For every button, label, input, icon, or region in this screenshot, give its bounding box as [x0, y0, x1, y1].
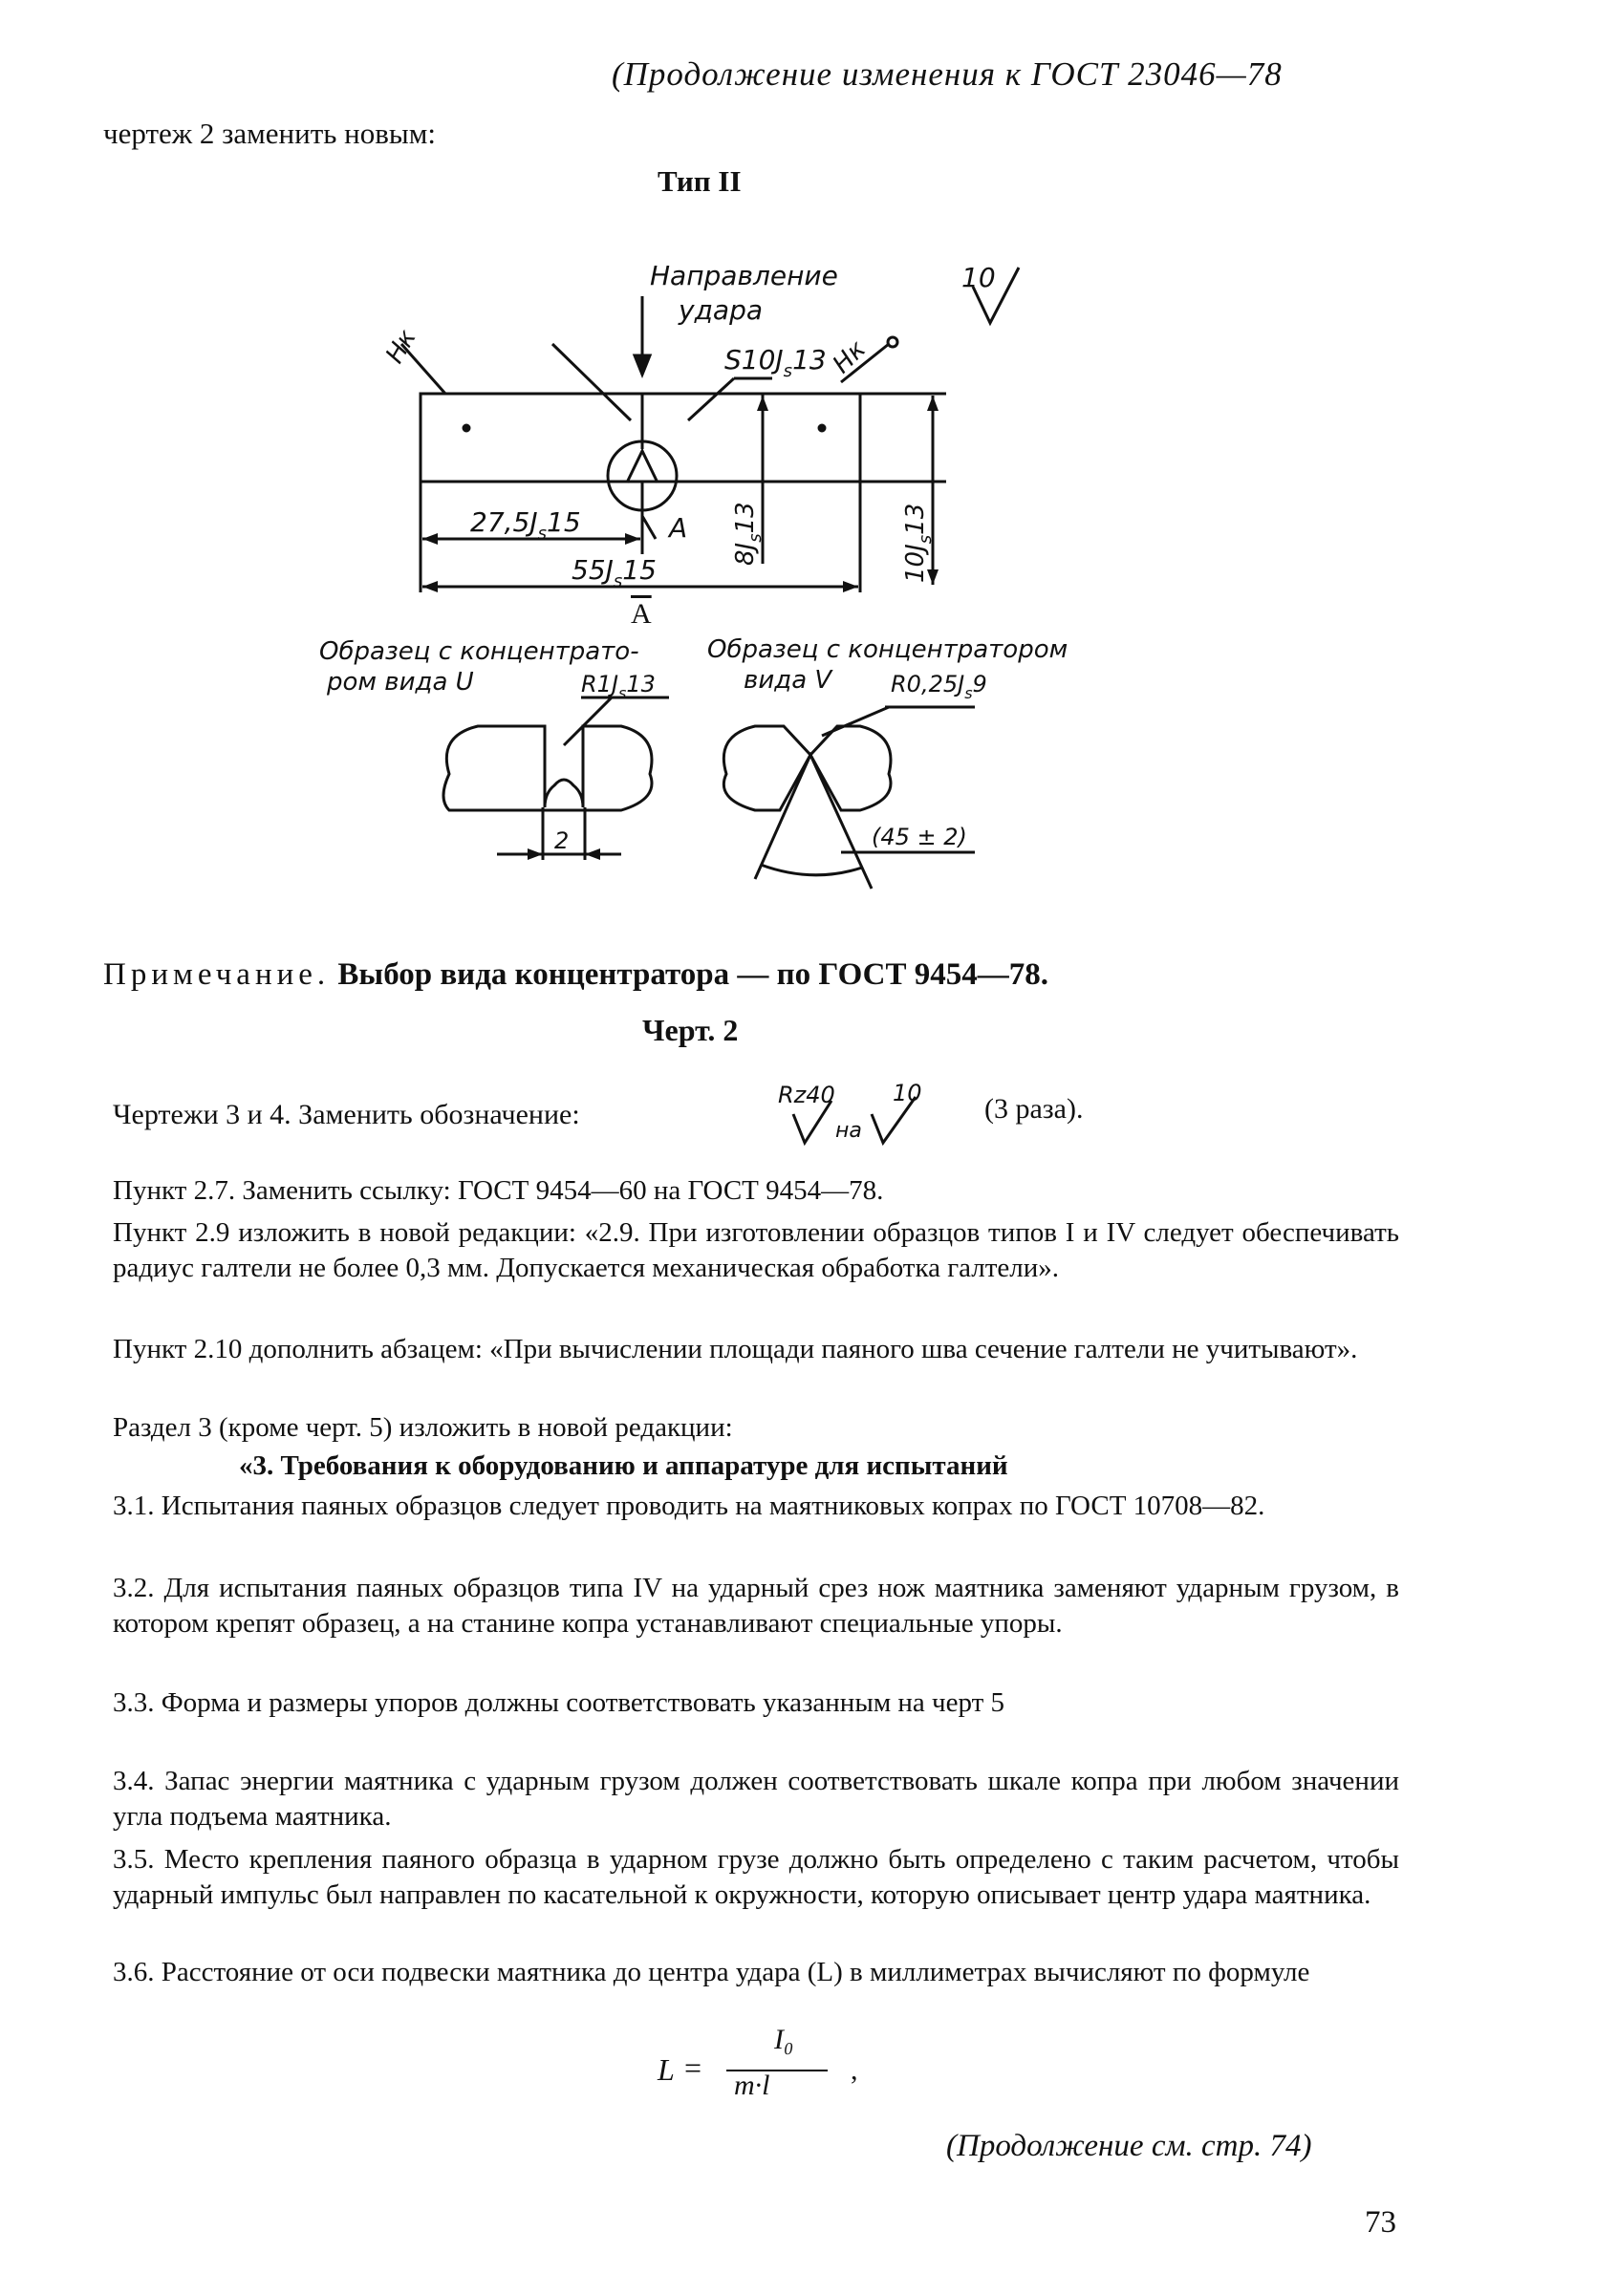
arrow-u-right: [585, 848, 600, 860]
sample-v-title-2: вида V: [744, 666, 832, 695]
point-left: [464, 425, 469, 431]
formula-numerator: I₀: [774, 2024, 794, 2055]
drawings-replace-text: Чертежи 3 и 4. Заменить обозначение:: [113, 1099, 580, 1130]
formula-denominator: m·l: [734, 2070, 770, 2101]
roughness-top-value: 10: [961, 262, 996, 293]
specimen-body: [421, 394, 860, 482]
dim-height-outer: $10J_s13$: [901, 503, 936, 583]
formula-eq: =: [684, 2050, 702, 2085]
technical-drawing: [0, 0, 1597, 955]
impact-arrow-head: [635, 355, 650, 375]
item-3-6: 3.6. Расстояние от оси подвески маятника до центра удара (L) в миллиметрах вычисляют по формуле: [113, 1957, 1310, 1987]
sample-u-title-2: ром вида U: [327, 668, 474, 697]
u-radius-leader: [564, 697, 612, 745]
dim-half: $27,5J_s15$: [470, 506, 581, 544]
width-u: 2: [554, 827, 570, 854]
impact-label-2: удара: [679, 294, 764, 326]
roughness-to: 10: [893, 1080, 922, 1106]
radius-v: $R0,25J_s9$: [891, 671, 987, 702]
item-3-5: 3.5. Место крепления паяного образца в ударном грузе должно быть определено с таким расчетом, чтобы ударный импульс был направлен по касательной к окружности, которую описывает центр удара маятника.: [113, 1844, 1399, 1910]
arrow-u-left: [528, 848, 543, 860]
section-title: «3. Требования к оборудованию и аппаратуре для испытаний: [239, 1450, 1008, 1481]
section-label: A: [631, 598, 652, 630]
notch-v: [627, 451, 658, 483]
dim-height-inner: $8J_s13$: [731, 502, 766, 566]
angle-v: (45 ± 2): [872, 824, 967, 850]
item-3-4: 3.4. Запас энергии маятника с ударным грузом должен соответствовать шкале копра при любом значении угла подъема маятника.: [113, 1766, 1399, 1832]
page-number: 73: [1365, 2205, 1396, 2240]
arrow-half-left: [422, 533, 438, 545]
section-marker: A: [669, 512, 688, 544]
v-radius-leader: [822, 707, 889, 736]
item-3-2: 3.2. Для испытания паяных образцов типа IV на ударный срез нож маятника заменяют ударным грузом, в котором крепят образец, а на станине копра устанавливают специальные упоры.: [113, 1573, 1399, 1639]
drawings-replace-times: (3 раза).: [984, 1093, 1084, 1125]
v-angle-leader-left: [755, 755, 810, 879]
impact-label-1: Направление: [650, 260, 838, 291]
type-title: Тип II: [658, 164, 742, 198]
roughness-replace-symbols: [772, 1074, 963, 1150]
radius-u: $R1J_s13$: [581, 671, 656, 702]
hk-right: Нк: [827, 334, 872, 379]
arrow-total-right: [843, 581, 858, 592]
arrow-outer-top: [927, 396, 939, 411]
leader-tol: [688, 378, 734, 420]
section-a-leader: [642, 516, 656, 539]
formula-lhs: L: [658, 2052, 675, 2087]
roughness-from: Rz40: [778, 1082, 835, 1108]
item-3-1: 3.1. Испытания паяных образцов следует проводить на маятниковых копрах по ГОСТ 10708—82.: [113, 1491, 1265, 1521]
paragraph-2-9: Пункт 2.9 изложить в новой редакции: «2.9. При изготовлении образцов типов I и IV следует обеспечивать радиус галтели не более 0,3 мм. Допускается механическая обработка галтели».: [113, 1217, 1399, 1283]
u-specimen-outline: [443, 726, 652, 810]
point-right: [819, 425, 825, 431]
note: [103, 957, 1048, 993]
note-text: Выбор вида концентратора — по ГОСТ 9454—78.: [337, 957, 1049, 992]
sample-u-title-1: Образец с концентрато-: [319, 637, 639, 666]
v-angle-arc: [761, 865, 862, 875]
v-angle-leader-right: [810, 755, 872, 889]
note-label: Примечание.: [103, 957, 331, 992]
roughness-on: на: [835, 1119, 862, 1143]
dim-total: $55J_s15$: [572, 554, 657, 591]
continued-note: (Продолжение см. стр. 74): [946, 2129, 1312, 2163]
figure-caption: Черт. 2: [642, 1013, 739, 1047]
sample-v-title-1: Образец с концентратором: [707, 635, 1068, 664]
intro-line: чертеж 2 заменить новым:: [103, 117, 436, 150]
item-3-3: 3.3. Форма и размеры упоров должны соответствовать указанным на черт 5: [113, 1687, 1005, 1718]
arrow-inner-top: [757, 396, 768, 411]
running-header: (Продолжение изменения к ГОСТ 23046—78: [612, 55, 1283, 93]
formula-comma: ,: [851, 2054, 858, 2086]
v-specimen-outline: [723, 726, 891, 810]
paragraph-2-10: Пункт 2.10 дополнить абзацем: «При вычислении площади паяного шва сечение галтели не учитывают».: [113, 1334, 1358, 1364]
tol-s10: $S10J_s13$: [724, 344, 827, 381]
leader-hk-right-dot: [888, 337, 897, 347]
hk-left: Нк: [380, 324, 422, 369]
arrow-half-right: [625, 533, 640, 545]
paragraph-2-7: Пункт 2.7. Заменить ссылку: ГОСТ 9454—60 на ГОСТ 9454—78.: [113, 1175, 884, 1206]
arrow-total-left: [422, 581, 438, 592]
paragraph-section-3: Раздел 3 (кроме черт. 5) изложить в новой редакции:: [113, 1412, 733, 1443]
leader-notch: [552, 344, 631, 420]
